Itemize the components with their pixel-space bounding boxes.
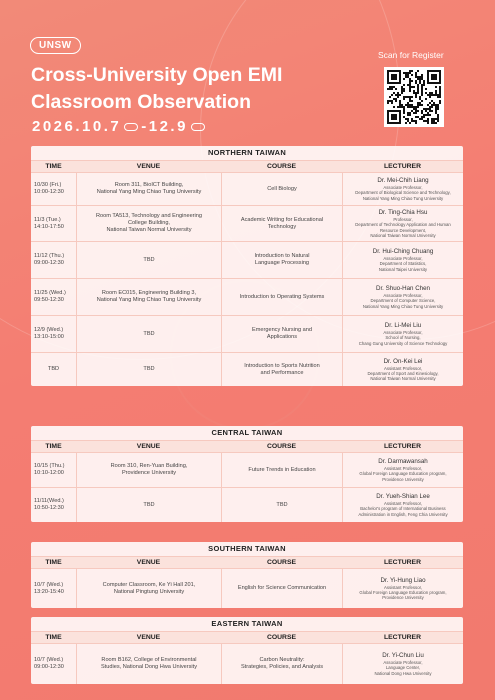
time-line: 09:00-12:30: [34, 260, 64, 266]
time-cell: [31, 643, 76, 684]
title-line-1: Cross-University Open EMI: [31, 64, 283, 86]
time-text: [34, 657, 64, 671]
lecturer-affiliation: Associate Professor, Department of Biological Science and Technology, National Yang Ming Chiao Tung University: [355, 185, 451, 201]
lecturer-name: Dr. Mei-Chih Liang: [377, 177, 429, 185]
region-southern: [31, 542, 463, 608]
venue-text: Room 310, Ren-Yuan Building, Providence University: [110, 463, 188, 476]
time-cell: [31, 452, 76, 487]
schedule-table: [31, 556, 463, 608]
page-title: [31, 62, 282, 116]
time-line: 11/25 (Wed.): [34, 290, 66, 296]
time-line: 10/15 (Thu.): [34, 463, 65, 469]
course-cell: [221, 352, 342, 386]
time-cell: [31, 172, 76, 205]
time-cell: [31, 241, 76, 278]
course-cell: [221, 568, 342, 608]
region-eastern: [31, 617, 463, 684]
column-header: VENUE: [76, 160, 221, 172]
region-title: CENTRAL TAIWAN: [211, 428, 283, 437]
time-line: 12/9 (Wed.): [34, 327, 64, 333]
time-text: [48, 366, 59, 373]
column-header: LECTURER: [342, 631, 463, 643]
time-text: [34, 498, 64, 512]
column-header: COURSE: [221, 160, 342, 172]
qr-code[interactable]: [384, 67, 444, 127]
venue-text: TBD: [143, 256, 155, 263]
venue-cell: [76, 452, 221, 487]
lecturer-name: Dr. Li-Mei Liu: [384, 322, 422, 330]
course-cell: [221, 487, 342, 522]
course-cell: [221, 172, 342, 205]
lecturer-cell: [342, 315, 463, 352]
column-header: TIME: [31, 160, 76, 172]
column-header: COURSE: [221, 631, 342, 643]
venue-cell: [76, 315, 221, 352]
course-text: Academic Writing for Educational Technology: [240, 216, 324, 230]
course-cell: [221, 241, 342, 278]
time-text: [34, 463, 64, 477]
lecturer-cell: [342, 452, 463, 487]
course-text: Introduction to Sports Nutrition and Performance: [244, 362, 320, 376]
venue-cell: [76, 278, 221, 315]
venue-cell: [76, 205, 221, 241]
venue-text: Room 311, BioICT Building, National Yang Ming Chiao Tung University: [96, 182, 202, 195]
schedule-table: [31, 440, 463, 522]
region-title: NORTHERN TAIWAN: [207, 148, 287, 157]
venue-text: TBD: [143, 366, 155, 372]
column-header: VENUE: [76, 440, 221, 452]
time-cell: [31, 487, 76, 522]
lecturer-name: Dr. Yueh-Shian Lee: [376, 493, 430, 501]
time-cell: [31, 205, 76, 241]
lecturer-affiliation: Assistant Professor, Global Foreign Language Education program, Providence University: [359, 466, 447, 482]
lecturer-cell: [342, 172, 463, 205]
lecturer-name: Dr. Ting-Chia Hsu: [378, 208, 428, 216]
venue-text: TBD: [143, 501, 155, 508]
lecturer-name: Dr. Yi-Hung Liao: [380, 576, 426, 584]
lecturer-cell: [342, 568, 463, 608]
time-line: 13:20-15:40: [34, 588, 64, 595]
lecturer-cell: [342, 205, 463, 241]
course-cell: [221, 315, 342, 352]
date-dash: -: [141, 118, 149, 135]
course-cell: [221, 452, 342, 487]
time-cell: [31, 568, 76, 608]
venue-cell: [76, 568, 221, 608]
title-line-2: Classroom Observation: [31, 91, 251, 113]
lecturer-cell: [342, 352, 463, 386]
course-text: Emergency Nursing and Applications: [251, 327, 312, 340]
region-title: EASTERN TAIWAN: [211, 619, 283, 628]
qr-code-icon: [387, 70, 441, 124]
time-line: 10/7 (Wed.): [34, 657, 64, 663]
lecturer-cell: [342, 487, 463, 522]
column-header: LECTURER: [342, 160, 463, 172]
time-line: 10/30 (Fri.): [34, 182, 62, 188]
pill-icon: [191, 123, 205, 131]
venue-text: Computer Classroom, Ke Yi Hall 201, National Pingtung University: [102, 581, 196, 595]
time-text: [34, 217, 64, 231]
time-line: 11/11(Wed.): [34, 498, 64, 504]
column-header: VENUE: [76, 556, 221, 568]
course-text: English for Science Communication: [237, 585, 327, 591]
time-cell: [31, 315, 76, 352]
lecturer-affiliation: Assistant Professor, Bachelor's program of International Business Administration in English, Feng Chia University: [358, 501, 448, 517]
column-header: COURSE: [221, 440, 342, 452]
column-header: TIME: [31, 440, 76, 452]
time-text: [34, 253, 64, 267]
column-header: TIME: [31, 631, 76, 643]
time-cell: [31, 352, 76, 386]
lecturer-cell: [342, 643, 463, 684]
column-header: COURSE: [221, 556, 342, 568]
course-text: Cell Biology: [267, 185, 297, 192]
scan-label: Scan for Register: [378, 50, 444, 60]
venue-text: Room B162, College of Environmental Studies, National Dong Hwa University: [100, 657, 198, 670]
time-line: 11/3 (Tue.): [34, 216, 61, 223]
lecturer-name: Dr. Shuo-Han Chen: [376, 285, 430, 293]
date-end: 12.9: [148, 118, 188, 135]
lecturer-affiliation: Associate Professor, Department of Computer Science, National Yang Ming Chiao Tung University: [362, 293, 444, 309]
course-text: Carbon Neutrality: Strategies, Policies, and Analysis: [240, 657, 324, 670]
venue-cell: [76, 643, 221, 684]
schedule-table: [31, 160, 463, 386]
time-line: 14:10-17:50: [34, 223, 64, 230]
time-text: [34, 327, 64, 341]
column-header: LECTURER: [342, 440, 463, 452]
region-title: SOUTHERN TAIWAN: [208, 544, 286, 553]
course-text: Introduction to Natural Language Processing: [254, 253, 310, 266]
pill-icon: [124, 123, 138, 131]
time-line: 10:10-12:00: [34, 470, 64, 476]
lecturer-name: Dr. Hui-Ching Chuang: [372, 248, 434, 256]
time-line: 09:00-12:30: [34, 664, 64, 670]
region-central: [31, 426, 463, 522]
lecturer-affiliation: Assistant Professor, Department of Sport and Kinesiology, National Taiwan Normal University: [367, 365, 439, 382]
time-text: [34, 182, 64, 196]
course-cell: [221, 643, 342, 684]
lecturer-affiliation: Associate Professor, Department of Statistics, National Taipei University: [378, 256, 428, 272]
venue-text: TBD: [143, 330, 155, 337]
schedule-table: [31, 631, 463, 684]
course-cell: [221, 205, 342, 241]
course-cell: [221, 278, 342, 315]
lecturer-affiliation: Professor, Department of Technology Application and Human Resource Development, National Taiwan Normal University: [355, 216, 451, 238]
time-line: 10/7 (Wed.): [34, 581, 64, 588]
course-text: TBD: [276, 501, 288, 508]
venue-cell: [76, 172, 221, 205]
venue-cell: [76, 352, 221, 386]
lecturer-cell: [342, 278, 463, 315]
time-line: 09:50-12:30: [34, 297, 64, 303]
date-range: [32, 118, 208, 135]
time-text: [34, 290, 66, 304]
region-northern: [31, 146, 463, 386]
date-start: 2026.10.7: [32, 118, 122, 135]
lecturer-affiliation: Assistant Professor, Global Foreign Language Education program, Providence University: [359, 584, 447, 601]
time-line: 11/12 (Thu.): [34, 253, 65, 259]
lecturer-name: Dr. Darmawansah: [378, 458, 428, 466]
venue-cell: [76, 487, 221, 522]
time-line: TBD: [47, 366, 60, 372]
lecturer-cell: [342, 241, 463, 278]
time-line: 10:50-12:30: [34, 505, 64, 511]
lecturer-affiliation: Associate Professor, Language Center, National Dong Hwa University: [374, 660, 432, 676]
time-cell: [31, 278, 76, 315]
lecturer-affiliation: Associate Professor, School of Nursing, Chang Gung University of Science Technology: [358, 330, 448, 346]
time-text: [34, 582, 64, 596]
lecturer-name: Dr. Yi-Chun Liu: [382, 652, 424, 660]
venue-text: Room TA513, Technology and Engineering College Building, National Taiwan Normal University: [95, 213, 203, 233]
course-text: Introduction to Operating Systems: [239, 293, 325, 300]
column-header: TIME: [31, 556, 76, 568]
column-header: LECTURER: [342, 556, 463, 568]
venue-text: Room EC015, Engineering Building 3, National Yang Ming Chiao Tung University: [96, 290, 202, 303]
column-header: VENUE: [76, 631, 221, 643]
venue-cell: [76, 241, 221, 278]
time-line: 13:10-15:00: [34, 334, 64, 340]
course-text: Future Trends in Education: [248, 466, 316, 473]
time-line: 10:00-12:30: [34, 189, 64, 195]
lecturer-name: Dr. On-Kei Lei: [383, 357, 423, 365]
unsw-badge: UNSW: [30, 37, 81, 54]
